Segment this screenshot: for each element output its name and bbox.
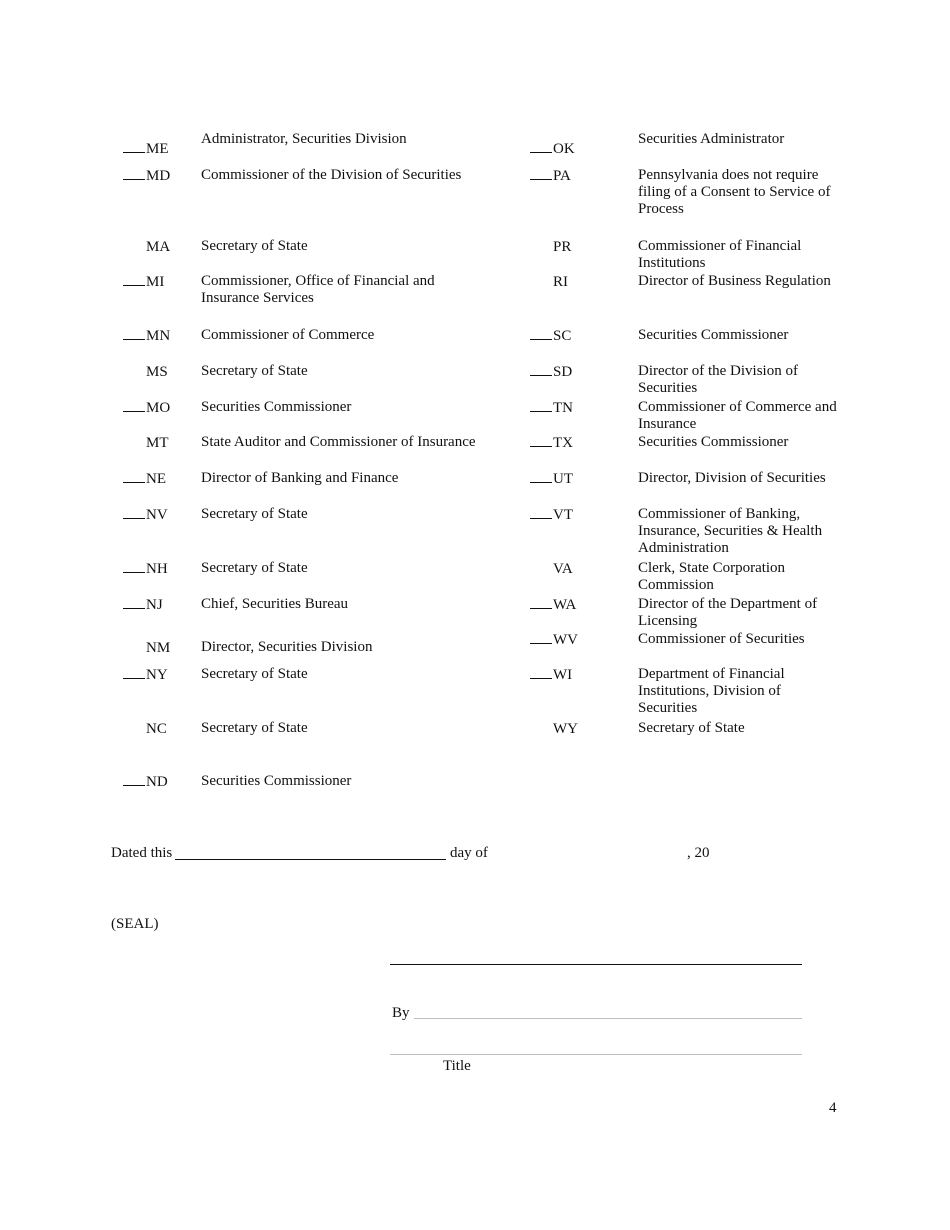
state-code: VT [553, 507, 573, 523]
state-code: MD [146, 168, 171, 184]
official-title: Commissioner of Securities [638, 631, 805, 647]
checkbox-blank[interactable] [123, 639, 145, 652]
state-code: VA [553, 561, 573, 577]
official-title: Secretary of State [201, 560, 308, 576]
state-code: NE [146, 471, 166, 487]
state-code: TX [553, 435, 573, 451]
state-code: MA [146, 239, 171, 255]
official-title: Securities Commissioner [201, 773, 352, 789]
official-title: Director, Division of Securities [638, 470, 826, 486]
official-title: Securities Administrator [638, 131, 785, 147]
state-code: ME [146, 141, 169, 157]
official-title: Commissioner of Banking, Insurance, Securities & Health Administration [638, 506, 823, 556]
checkbox-blank[interactable] [123, 238, 145, 251]
state-code: ND [146, 774, 168, 790]
checkbox-blank[interactable] [123, 560, 145, 573]
state-code: MN [146, 328, 171, 344]
official-title: Department of Financial Institutions, Division of Securities [638, 666, 785, 716]
checkbox-blank[interactable] [530, 720, 552, 733]
official-title: Secretary of State [201, 720, 308, 736]
state-code: NV [146, 507, 168, 523]
checkbox-blank[interactable] [123, 327, 145, 340]
checkbox-blank[interactable] [530, 631, 552, 644]
state-code: WI [553, 667, 573, 683]
state-code: MO [146, 400, 171, 416]
state-code: PR [553, 239, 572, 255]
state-code: PA [553, 168, 571, 184]
state-code: NJ [146, 597, 163, 613]
checkbox-blank[interactable] [530, 434, 552, 447]
seal-label: (SEAL) [111, 916, 159, 932]
checkbox-blank[interactable] [123, 506, 145, 519]
official-title: Chief, Securities Bureau [201, 596, 349, 612]
checkbox-blank[interactable] [530, 470, 552, 483]
official-title: Securities Commissioner [201, 399, 352, 415]
checkbox-blank[interactable] [123, 720, 145, 733]
checkbox-blank[interactable] [123, 596, 145, 609]
state-code: OK [553, 141, 575, 157]
checkbox-blank[interactable] [123, 666, 145, 679]
checkbox-blank[interactable] [530, 363, 552, 376]
official-title: Secretary of State [638, 720, 745, 736]
title-label: Title [443, 1058, 471, 1074]
state-code: NH [146, 561, 168, 577]
month-blank[interactable] [493, 859, 683, 860]
checkbox-blank[interactable] [123, 434, 145, 447]
official-title: State Auditor and Commissioner of Insurance [201, 434, 476, 450]
official-title: Secretary of State [201, 238, 308, 254]
official-title: Secretary of State [201, 363, 308, 379]
checkbox-blank[interactable] [123, 167, 145, 180]
state-code: WA [553, 597, 577, 613]
checkbox-blank[interactable] [530, 238, 552, 251]
checkbox-blank[interactable] [530, 140, 552, 153]
signature-line[interactable] [390, 964, 802, 965]
official-title: Securities Commissioner [638, 327, 789, 343]
checkbox-blank[interactable] [123, 140, 145, 153]
official-title: Director of Business Regulation [638, 273, 831, 289]
official-title: Secretary of State [201, 666, 308, 682]
state-code: WV [553, 632, 578, 648]
official-title: Director, Securities Division [201, 639, 373, 655]
state-code: NM [146, 640, 171, 656]
official-title: Director of the Department of Licensing [638, 596, 818, 629]
checkbox-blank[interactable] [530, 399, 552, 412]
checkbox-blank[interactable] [123, 773, 145, 786]
state-code: NC [146, 721, 167, 737]
state-code: MS [146, 364, 168, 380]
official-title: Clerk, State Corporation Commission [638, 560, 786, 593]
official-title: Commissioner, Office of Financial and Insurance Services [201, 273, 435, 306]
official-title: Secretary of State [201, 506, 308, 522]
checkbox-blank[interactable] [530, 666, 552, 679]
official-title: Pennsylvania does not require filing of a Consent to Service of Process [638, 167, 831, 217]
by-line[interactable] [414, 1018, 802, 1019]
checkbox-blank[interactable] [530, 327, 552, 340]
checkbox-blank[interactable] [530, 506, 552, 519]
checkbox-blank[interactable] [123, 273, 145, 286]
state-code: MT [146, 435, 169, 451]
state-code: TN [553, 400, 573, 416]
title-line[interactable] [390, 1054, 802, 1055]
checkbox-blank[interactable] [123, 363, 145, 376]
official-title: Commissioner of Commerce and Insurance [638, 399, 837, 432]
official-title: Director of the Division of Securities [638, 363, 798, 396]
state-code: UT [553, 471, 573, 487]
page-number: 4 [829, 1100, 837, 1116]
state-code: SC [553, 328, 572, 344]
official-title: Commissioner of the Division of Securities [201, 167, 462, 183]
checkbox-blank[interactable] [530, 560, 552, 573]
official-title: Administrator, Securities Division [201, 131, 407, 147]
official-title: Commissioner of Commerce [201, 327, 375, 343]
official-title: Commissioner of Financial Institutions [638, 238, 802, 271]
dated-prefix: Dated this [111, 845, 173, 861]
state-code: NY [146, 667, 168, 683]
checkbox-blank[interactable] [530, 167, 552, 180]
state-code: WY [553, 721, 578, 737]
checkbox-blank[interactable] [530, 273, 552, 286]
checkbox-blank[interactable] [123, 399, 145, 412]
day-of-label: day of [450, 845, 488, 861]
state-code: SD [553, 364, 573, 380]
day-blank[interactable] [175, 859, 446, 860]
state-code: MI [146, 274, 165, 290]
checkbox-blank[interactable] [530, 596, 552, 609]
checkbox-blank[interactable] [123, 470, 145, 483]
official-title: Securities Commissioner [638, 434, 789, 450]
state-code: RI [553, 274, 568, 290]
year-label: , 20 [687, 845, 710, 861]
by-label: By [392, 1005, 410, 1021]
official-title: Director of Banking and Finance [201, 470, 399, 486]
